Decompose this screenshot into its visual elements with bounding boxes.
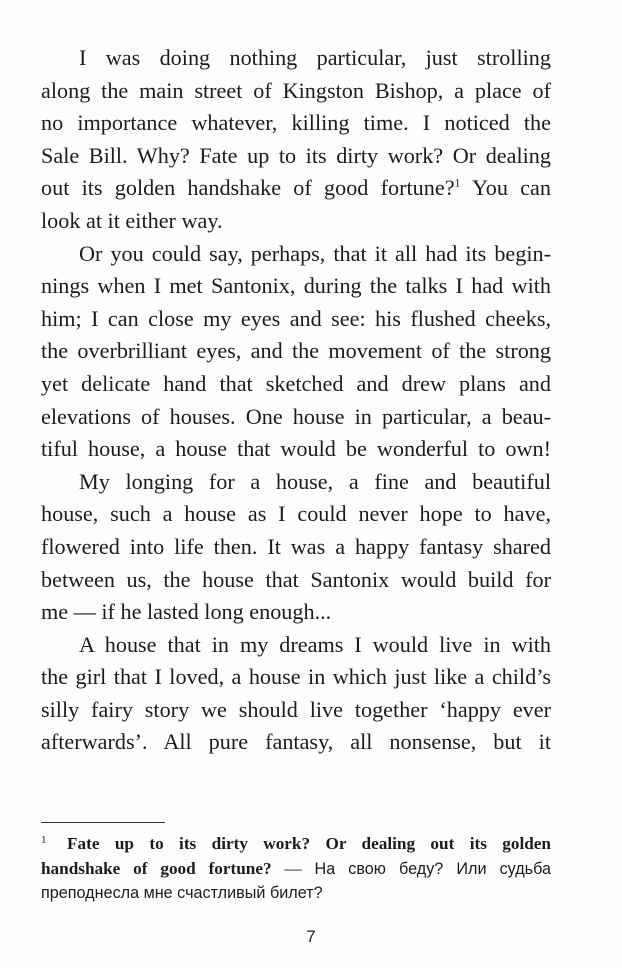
text-line: afterwards’. All pure fantasy, all nonsense, but it [41, 729, 551, 755]
footnote-bold-text: handshake of good fortune? [41, 858, 272, 878]
page-number: 7 [306, 927, 316, 946]
footnote-reference[interactable]: 1 [454, 175, 461, 190]
footnote-number: 1 [41, 834, 47, 846]
text-line: Or you could say, perhaps, that it all had its begin- [79, 240, 551, 266]
text-line: house, such a house as I could never hope to have, [41, 501, 551, 527]
text-line: the girl that I loved, a house in which just like a child’s [41, 664, 551, 690]
text-line: Sale Bill. Why? Fate up to its dirty work? Or dealing [41, 142, 551, 168]
text-line-with-footnote [41, 172, 551, 205]
text-fragment: You can [460, 175, 551, 201]
body-text [41, 42, 551, 759]
paragraph-3 [41, 466, 551, 629]
text-line: him; I can close my eyes and see: his flushed cheeks, [41, 305, 551, 331]
footnote [41, 832, 551, 906]
footnote-divider [41, 822, 165, 823]
footnote-translation: На свою беду? Или судьба [314, 859, 552, 878]
text-line: A house that in my dreams I would live in with [79, 631, 551, 657]
text-line: flowered into life then. It was a happy fantasy shared [41, 533, 551, 559]
footnote-line [41, 857, 551, 882]
text-line: along the main street of Kingston Bishop, a place of [41, 77, 551, 103]
paragraph-4 [41, 629, 551, 759]
text-fragment: out its golden handshake of good fortune? [41, 175, 455, 201]
paragraph-1 [41, 42, 551, 238]
text-line: elevations of houses. One house in particular, a beau- [41, 403, 551, 429]
footnote-dash: — [271, 858, 315, 878]
footnote-translation-line: преподнесла мне счастливый билет? [41, 884, 323, 902]
text-line: yet delicate hand that sketched and drew plans and [41, 370, 551, 396]
text-line: tiful house, a house that would be wonderful to own! [41, 436, 551, 462]
text-line: I was doing nothing particular, just strolling [79, 45, 551, 70]
text-line: silly fairy story we should live together ‘happy ever [41, 696, 551, 722]
text-line: nings when I met Santonix, during the talks I had with [41, 273, 551, 299]
text-line: between us, the house that Santonix would build for [41, 566, 551, 592]
paragraph-2 [41, 238, 551, 466]
text-line: look at it either way. [41, 207, 223, 233]
text-line: My longing for a house, a fine and beautiful [79, 468, 551, 494]
text-line: no importance whatever, killing time. I noticed the [41, 110, 551, 136]
text-line: me — if he lasted long enough... [41, 599, 332, 625]
text-line: the overbrilliant eyes, and the movement of the strong [41, 338, 551, 364]
footnote-line: Fate up to its dirty work? Or dealing out its golden [67, 834, 551, 853]
